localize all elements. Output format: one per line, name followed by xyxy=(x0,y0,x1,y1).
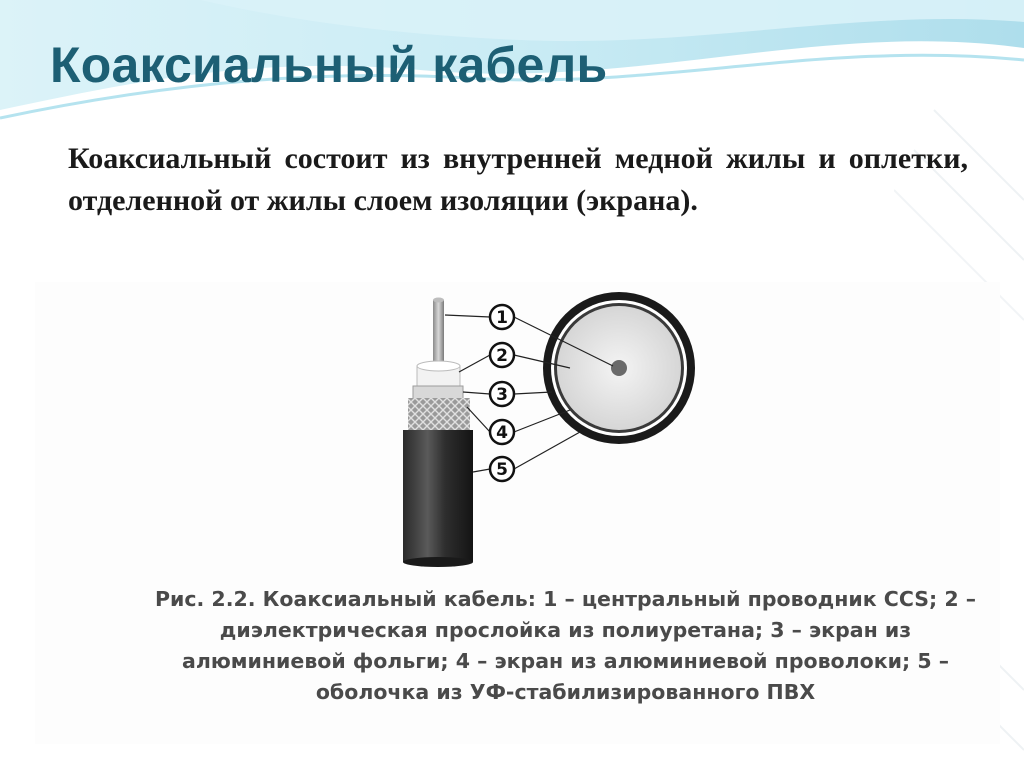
callout-4 xyxy=(490,420,514,444)
callout-3-label: 3 xyxy=(496,385,508,405)
callout-2-label: 2 xyxy=(496,346,508,366)
foil-shield xyxy=(413,386,463,400)
callout-5-label: 5 xyxy=(496,460,508,480)
callout-3 xyxy=(490,382,514,406)
center-conductor xyxy=(433,300,444,370)
cable-side-view xyxy=(403,298,473,568)
callout-1 xyxy=(490,305,514,329)
callout-5 xyxy=(490,457,514,481)
braid-shield xyxy=(408,398,470,434)
callout-4-label: 4 xyxy=(496,423,508,443)
slide-title: Коаксиальный кабель xyxy=(50,37,608,93)
figure-caption: Рис. 2.2. Коаксиальный кабель: 1 – центральный проводник CCS; 2 – диэлектрическая прослойка из полиуретана; 3 – экран из алюминиевой фольги; 4 – экран из алюминиевой проволоки; 5 – оболочка из УФ-стабилизированного ПВХ xyxy=(154,587,977,704)
cross-section-core xyxy=(611,360,627,376)
cable-cross-section xyxy=(543,292,695,444)
callout-1-label: 1 xyxy=(496,308,508,328)
callout-2 xyxy=(490,343,514,367)
slide-body-text: Коаксиальный состоит из внутренней медной жилы и оплетки, отделенной от жилы слоем изоляции (экрана). xyxy=(68,142,968,217)
coax-cable-figure xyxy=(35,282,1000,744)
outer-jacket xyxy=(403,430,473,562)
